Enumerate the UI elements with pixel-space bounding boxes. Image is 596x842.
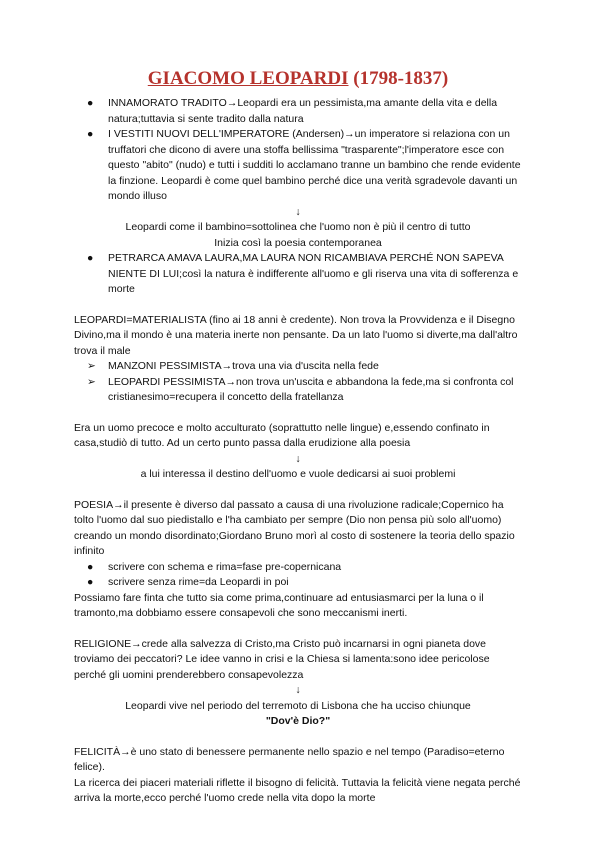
bullet-icon: ● [87,97,94,109]
down-arrow-icon: ↓ [295,452,301,465]
list-item: ● PETRARCA AMAVA LAURA,MA LAURA NON RICAMBIAVA PERCHÉ NON SAPEVA NIENTE DI LUI;così la natura è indifferente all'uomo e gli riserva una vita di sofferenza e morte [87,252,519,295]
arrow-bullet-icon: ➢ [87,375,96,388]
section1-list [74,96,522,205]
down-arrow-icon: ↓ [295,205,301,218]
bullet-icon: ● [87,576,94,588]
list-item: ➢ LEOPARDI PESSIMISTA→non trova un'uscita e abbandona la fede,ma si confronta col cristianesimo=recupera il concetto della fratellanza [87,375,514,403]
list-item: ● scrivere senza rime=da Leopardi in poi [74,575,522,591]
title-years: (1798-1837) [353,68,449,89]
arrow-bullet-icon: ➢ [87,360,96,372]
page-title [74,68,522,90]
list-item: ● I VESTITI NUOVI DELL'IMPERATORE (Andersen)→un imperatore si relaziona con un truffatori che dicono di avere una stoffa bellissima "trasparente";l'imperatore esce con questo "abito" (nudo) e tutti i sudditi lo acclamano tranne un bambino che rende evidente la finzione. Leopardi è come quel bambino perché dice una verità sgradevole davanti un mondo illuso [87,128,521,202]
down-arrow-icon: ↓ [295,684,301,696]
bullet-icon: ● [87,560,94,573]
bullet-icon: ● [87,252,94,264]
center-quote: "Dov'è Dio?" [265,715,331,727]
paragraph: LEOPARDI=MATERIALISTA (fino ai 18 anni è credente). Non trova la Provvidenza e il Disegno Divino,ma il mondo è una materia inerte non pensante. Da un lato l'uomo si diverte,ma dall'altro trova il male [74,313,518,357]
section1-list-2 [74,251,522,298]
center-line: Leopardi vive nel periodo del terremoto di Lisbona che ha ucciso chiunque [125,699,471,712]
paragraph: POESIA→il presente è diverso dal passato a causa di una rivoluzione radicale;Copernico ha tolto l'uomo dal suo piedistallo e l'ha cambiato per sempre (Dio non pensa più solo all'uomo) creando un mondo disordinato;Giordano Bruno morì al costo di sostenere la teoria dello spazio infinito [74,498,515,557]
paragraph: RELIGIONE→crede alla salvezza di Cristo,ma Cristo può incarnarsi in ogni pianeta dove troviamo dei peccatori? Le idee vanno in crisi e la Chiesa si lamenta:sono idee pericolose perché gli uomini prenderebbero consapevolezza [74,637,490,681]
bullet-icon: ● [87,128,94,140]
section4-list [74,560,522,591]
paragraph: La ricerca dei piaceri materiali riflette il bisogno di felicità. Tuttavia la felicità viene negata perché arriva la morte,ecco perché l'uomo crede nella vita dopo la morte [74,776,521,804]
list-item: ● INNAMORATO TRADITO→Leopardi era un pessimista,ma amante della vita e della natura;tuttavia si sente tradito dalla natura [87,97,498,125]
center-line: Leopardi come il bambino=sottolinea che l'uomo non è più il centro di tutto [125,221,471,233]
paragraph: Era un uomo precoce e molto acculturato (soprattutto nelle lingue) e,essendo confinato in casa,studiò di tutto. Ad un certo punto passa dalla erudizione alla poesia [74,421,490,449]
list-item: ● scrivere con schema e rima=fase pre-copernicana [74,560,522,576]
title-name: GIACOMO LEOPARDI [147,68,349,89]
paragraph: FELICITÀ→è uno stato di benessere permanente nello spazio e nel tempo (Paradiso=eterno felice). [74,745,505,773]
center-line: Inizia così la poesia contemporanea [214,236,382,249]
section2-list [74,359,522,406]
center-line: a lui interessa il destino dell'uomo e vuole dedicarsi ai suoi problemi [140,468,456,480]
paragraph: Possiamo fare finta che tutto sia come prima,continuare ad entusiasmarci per la luna o il tramonto,ma dobbiamo essere consapevoli che sono meccanismi inerti. [74,591,484,619]
list-item: ➢ MANZONI PESSIMISTA→trova una via d'uscita nella fede [74,359,522,375]
